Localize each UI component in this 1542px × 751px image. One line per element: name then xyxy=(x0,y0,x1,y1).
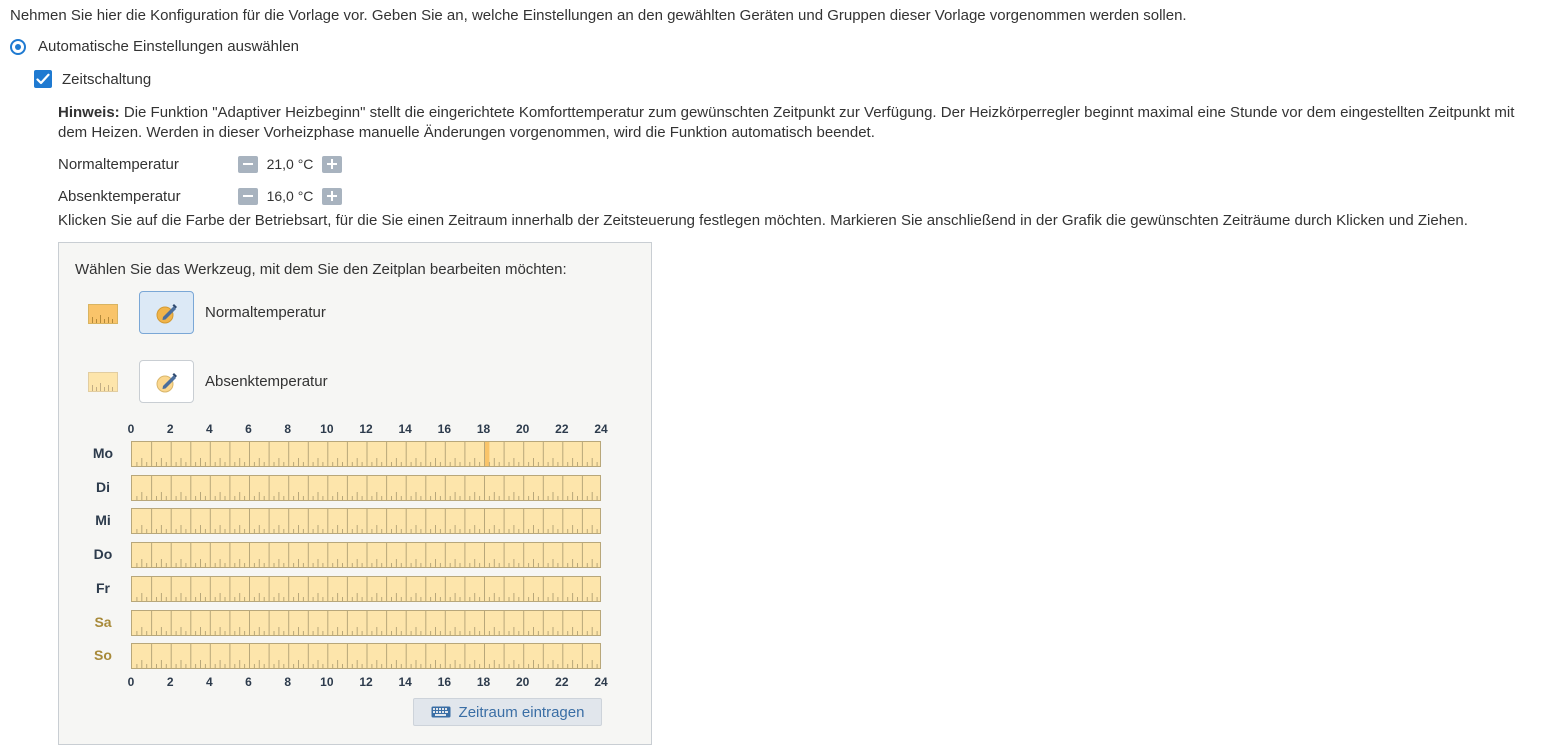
enter-period-button[interactable] xyxy=(413,698,602,726)
day-label-sa: Sa xyxy=(94,613,112,630)
reduced-temperature-tool-button[interactable] xyxy=(139,360,194,403)
hour-tick-bottom: 12 xyxy=(359,675,373,689)
hour-tick-top: 8 xyxy=(284,422,291,436)
day-label-do: Do xyxy=(93,546,113,563)
hour-tick-bottom: 4 xyxy=(205,675,213,689)
hour-tick-top: 2 xyxy=(166,422,174,436)
day-timeline-di[interactable] xyxy=(131,475,601,501)
timeline-ruler xyxy=(132,577,600,601)
plus-icon xyxy=(326,190,338,202)
normal-temperature-label: Normaltemperatur xyxy=(58,155,179,173)
minus-icon xyxy=(242,158,254,170)
reduced-temperature-increase-button[interactable] xyxy=(322,188,342,205)
reduced-temperature-swatch[interactable] xyxy=(88,372,118,392)
timer-label: Zeitschaltung xyxy=(62,70,152,88)
day-label-di: Di xyxy=(96,478,110,495)
normal-temperature-decrease-button[interactable] xyxy=(238,156,258,173)
hour-tick-top: 10 xyxy=(320,422,334,436)
hint-prefix: Hinweis: xyxy=(58,104,120,121)
reduced-temperature-row xyxy=(58,185,342,207)
hour-tick-bottom: 6 xyxy=(245,675,252,689)
hour-tick-top: 22 xyxy=(555,422,569,436)
hour-tick-bottom: 20 xyxy=(515,675,530,689)
schedule-panel xyxy=(58,242,652,745)
day-timeline-so[interactable] xyxy=(131,643,601,669)
hour-tick-top: 20 xyxy=(515,422,530,436)
timeline-ruler xyxy=(132,543,600,567)
ruler-icon xyxy=(89,305,117,323)
normal-temperature-swatch[interactable] xyxy=(88,304,118,324)
hour-tick-top: 24 xyxy=(594,422,608,436)
day-label-mo: Mo xyxy=(92,445,114,461)
normal-temperature-increase-button[interactable] xyxy=(322,156,342,173)
day-timeline-fr[interactable] xyxy=(131,576,601,602)
hour-tick-bottom: 18 xyxy=(476,675,491,689)
day-timeline-mi[interactable] xyxy=(131,508,601,534)
reduced-temperature-label: Absenktemperatur xyxy=(58,187,181,205)
day-timeline-mo[interactable] xyxy=(131,441,601,467)
day-timeline-do[interactable] xyxy=(131,542,601,568)
hour-tick-bottom: 14 xyxy=(398,675,412,689)
ruler-icon xyxy=(89,373,117,391)
instruction-text: Klicken Sie auf die Farbe der Betriebsart, für die Sie einen Zeitraum innerhalb der Zeitsteuerung festlegen möchten. Markieren Sie anschließend in der Grafik die gewünschten Zeiträume durch Klicken und Ziehen. xyxy=(58,212,1468,229)
timeline-ruler xyxy=(132,509,600,533)
hour-tick-bottom: 10 xyxy=(320,675,334,689)
auto-settings-label: Automatische Einstellungen auswählen xyxy=(38,38,299,55)
hour-tick-bottom: 16 xyxy=(437,675,451,689)
hour-tick-top: 12 xyxy=(359,422,373,436)
normal-temperature-tool-label: Normaltemperatur xyxy=(205,304,326,321)
hour-tick-top: 4 xyxy=(205,422,213,436)
reduced-temperature-tool-label: Absenktemperatur xyxy=(205,373,328,390)
checkmark-icon xyxy=(36,73,50,85)
auto-settings-option[interactable] xyxy=(10,38,299,55)
hour-tick-bottom: 0 xyxy=(127,675,135,689)
hour-tick-top: 0 xyxy=(127,422,135,436)
timeline-ruler xyxy=(132,476,600,500)
pencil-icon xyxy=(154,300,180,326)
tool-prompt: Wählen Sie das Werkzeug, mit dem Sie den Zeitplan bearbeiten möchten: xyxy=(75,261,567,278)
reduced-temperature-decrease-button[interactable] xyxy=(238,188,258,205)
hour-tick-top: 6 xyxy=(245,422,252,436)
reduced-temperature-value: 16,0 °C xyxy=(266,188,314,204)
timeline-ruler xyxy=(132,611,600,635)
hour-tick-top: 14 xyxy=(398,422,412,436)
timer-checkbox[interactable] xyxy=(34,70,52,88)
minus-icon xyxy=(242,190,254,202)
hour-tick-bottom: 2 xyxy=(166,675,174,689)
enter-period-label: Zeitraum eintragen xyxy=(458,703,585,721)
day-label-mi: Mi xyxy=(95,512,111,529)
normal-temperature-tool-button[interactable] xyxy=(139,291,194,334)
hour-tick-bottom: 8 xyxy=(284,675,291,689)
normal-temperature-segment[interactable] xyxy=(485,442,490,466)
hour-tick-bottom: 22 xyxy=(555,675,569,689)
hour-tick-bottom: 24 xyxy=(594,675,608,689)
hint-body: Die Funktion "Adaptiver Heizbeginn" stellt die eingerichtete Komforttemperatur zum gewünschten Zeitpunkt zur Verfügung. Der Heizkörperregler beginnt maximal eine Stunde vor dem eingestellten Zeitpunkt mit dem Heizen. Werden in dieser Vorheizphase manuelle Änderungen vorgenommen, wird die Funktion automatisch beendet. xyxy=(58,104,1515,141)
timer-option[interactable] xyxy=(34,70,151,88)
day-label-so: So xyxy=(94,647,112,664)
hour-tick-top: 16 xyxy=(437,422,451,436)
day-label-fr: Fr xyxy=(96,579,110,596)
timeline-ruler xyxy=(132,442,600,466)
normal-temperature-value: 21,0 °C xyxy=(266,156,314,172)
pencil-icon xyxy=(154,369,180,395)
intro-text: Nehmen Sie hier die Konfiguration für die Vorlage vor. Geben Sie an, welche Einstellungen an den gewählten Geräten und Gruppen dieser Vorlage vorgenommen werden sollen. xyxy=(10,7,1187,24)
day-timeline-sa[interactable] xyxy=(131,610,601,636)
hint-text xyxy=(58,103,1528,143)
plus-icon xyxy=(326,158,338,170)
keyboard-icon xyxy=(431,706,451,718)
normal-temperature-row xyxy=(58,153,342,175)
timeline-ruler xyxy=(132,644,600,668)
auto-settings-radio[interactable] xyxy=(10,39,26,55)
hour-tick-top: 18 xyxy=(476,422,491,436)
